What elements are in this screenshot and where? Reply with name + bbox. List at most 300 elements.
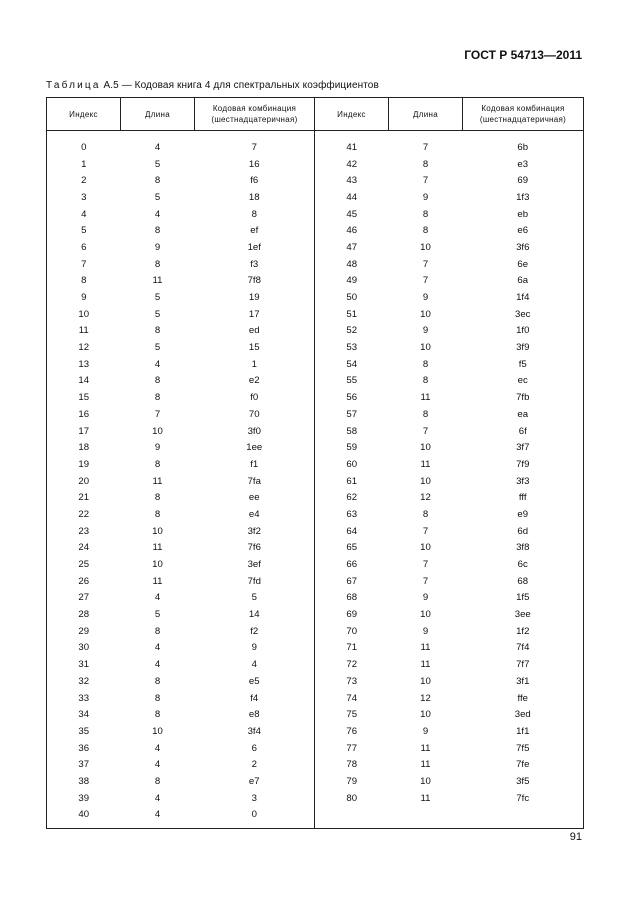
cell-index-right: 69 bbox=[315, 606, 389, 623]
cell-code-right: 3f5 bbox=[463, 773, 584, 790]
cell-code-left: 1ef bbox=[195, 239, 315, 256]
cell-length-left: 8 bbox=[154, 458, 161, 470]
cell-length-left: 7 bbox=[154, 408, 161, 420]
cell-code-right: 3f1 bbox=[463, 673, 584, 690]
cell-code-right: 7fc bbox=[463, 790, 584, 807]
cell-index-left: 10 bbox=[47, 306, 121, 323]
cell-length-left: 5 bbox=[154, 609, 161, 621]
cell-index-left: 9 bbox=[47, 289, 121, 306]
cell-index-right: 59 bbox=[315, 439, 389, 456]
cell-code-right: e6 bbox=[463, 222, 584, 239]
cell-length-right: 9 bbox=[422, 325, 429, 337]
cell-code-right: 3f7 bbox=[463, 439, 584, 456]
cell-length-left: 11 bbox=[152, 542, 163, 554]
cell-index-left: 4 bbox=[47, 206, 121, 223]
table-row bbox=[47, 222, 584, 239]
document-code: ГОСТ Р 54713—2011 bbox=[464, 48, 582, 62]
cell-length-left: 8 bbox=[154, 375, 161, 387]
cell-index-right: 54 bbox=[315, 356, 389, 373]
cell-length-right: 11 bbox=[420, 742, 431, 754]
cell-length-left: 8 bbox=[154, 392, 161, 404]
cell-index-left: 33 bbox=[47, 690, 121, 707]
cell-code-right: 3ed bbox=[463, 706, 584, 723]
table-row bbox=[47, 773, 584, 790]
cell-length-right: 8 bbox=[422, 508, 429, 520]
cell-code-right: 7f4 bbox=[463, 640, 584, 657]
cell-length-right: 9 bbox=[422, 592, 429, 604]
cell-length-left: 11 bbox=[152, 575, 163, 587]
table-spacer-bottom bbox=[47, 823, 584, 829]
header-code-left: Кодовая комбинация (шестнадцатеричная) bbox=[195, 98, 315, 131]
cell-index-left: 18 bbox=[47, 439, 121, 456]
cell-code-right: fff bbox=[463, 489, 584, 506]
cell-length-right: 9 bbox=[422, 725, 429, 737]
table-row bbox=[47, 156, 584, 173]
cell-length-right: 10 bbox=[420, 775, 431, 787]
cell-index-left: 7 bbox=[47, 256, 121, 273]
cell-length-right: 10 bbox=[420, 709, 431, 721]
cell-index-right: 58 bbox=[315, 423, 389, 440]
cell-index-left: 13 bbox=[47, 356, 121, 373]
cell-length-left: 4 bbox=[154, 208, 161, 220]
cell-length-right: 7 bbox=[422, 175, 429, 187]
cell-index-right: 41 bbox=[315, 139, 389, 156]
cell-length-right: 12 bbox=[420, 492, 431, 504]
cell-length-right: 8 bbox=[422, 358, 429, 370]
header-index-left: Индекс bbox=[47, 98, 121, 131]
cell-code-left: ee bbox=[195, 489, 315, 506]
table-row bbox=[47, 256, 584, 273]
cell-code-right: 69 bbox=[463, 172, 584, 189]
cell-code-right: f5 bbox=[463, 356, 584, 373]
cell-length-left: 4 bbox=[154, 809, 161, 821]
table-row bbox=[47, 356, 584, 373]
codebook-table bbox=[46, 97, 584, 829]
header-code-right: Кодовая комбинация (шестнадцатеричная) bbox=[463, 98, 584, 131]
cell-code-right: 3f8 bbox=[463, 540, 584, 557]
table-header-row bbox=[47, 98, 584, 131]
table-row bbox=[47, 790, 584, 807]
cell-length-left: 8 bbox=[154, 258, 161, 270]
cell-code-right: ffe bbox=[463, 690, 584, 707]
cell-code-left: 1ee bbox=[195, 439, 315, 456]
table-row bbox=[47, 289, 584, 306]
header-index-right: Индекс bbox=[315, 98, 389, 131]
cell-length-right: 7 bbox=[422, 525, 429, 537]
cell-code-left: 18 bbox=[195, 189, 315, 206]
cell-index-right: 73 bbox=[315, 673, 389, 690]
cell-code-left: 17 bbox=[195, 306, 315, 323]
header-length-right: Длина bbox=[389, 98, 463, 131]
cell-index-right: 55 bbox=[315, 373, 389, 390]
cell-code-right: 3f3 bbox=[463, 473, 584, 490]
cell-code-right: 6b bbox=[463, 139, 584, 156]
cell-index-left: 32 bbox=[47, 673, 121, 690]
cell-code-right: e9 bbox=[463, 506, 584, 523]
cell-code-left: 2 bbox=[195, 756, 315, 773]
cell-index-right: 65 bbox=[315, 540, 389, 557]
cell-code-left: 1 bbox=[195, 356, 315, 373]
table-row bbox=[47, 723, 584, 740]
cell-length-right: 11 bbox=[420, 792, 431, 804]
cell-index-left: 1 bbox=[47, 156, 121, 173]
cell-length-left: 4 bbox=[154, 358, 161, 370]
cell-code-right bbox=[463, 807, 584, 824]
cell-index-left: 39 bbox=[47, 790, 121, 807]
cell-index-left: 35 bbox=[47, 723, 121, 740]
cell-length-left: 4 bbox=[154, 642, 161, 654]
cell-code-left: f1 bbox=[195, 456, 315, 473]
cell-index-left: 31 bbox=[47, 656, 121, 673]
cell-code-left: 3f0 bbox=[195, 423, 315, 440]
cell-index-right: 45 bbox=[315, 206, 389, 223]
cell-index-left: 8 bbox=[47, 273, 121, 290]
cell-length-left: 9 bbox=[154, 442, 161, 454]
cell-index-left: 16 bbox=[47, 406, 121, 423]
cell-index-left: 24 bbox=[47, 540, 121, 557]
cell-length-right bbox=[389, 807, 463, 824]
cell-code-left: 15 bbox=[195, 339, 315, 356]
cell-code-right: 7fe bbox=[463, 756, 584, 773]
table-row bbox=[47, 573, 584, 590]
table-row bbox=[47, 706, 584, 723]
table-row bbox=[47, 273, 584, 290]
table-row bbox=[47, 323, 584, 340]
cell-length-right: 10 bbox=[420, 308, 431, 320]
cell-index-left: 6 bbox=[47, 239, 121, 256]
table-row bbox=[47, 373, 584, 390]
cell-index-right: 60 bbox=[315, 456, 389, 473]
cell-length-right: 11 bbox=[420, 392, 431, 404]
cell-length-left: 8 bbox=[154, 709, 161, 721]
cell-code-left: 8 bbox=[195, 206, 315, 223]
table-row bbox=[47, 606, 584, 623]
cell-index-right: 74 bbox=[315, 690, 389, 707]
cell-length-right: 10 bbox=[420, 675, 431, 687]
cell-index-left: 29 bbox=[47, 623, 121, 640]
cell-code-left: 14 bbox=[195, 606, 315, 623]
cell-index-left: 38 bbox=[47, 773, 121, 790]
cell-index-left: 5 bbox=[47, 222, 121, 239]
cell-length-left: 8 bbox=[154, 692, 161, 704]
cell-code-left: f6 bbox=[195, 172, 315, 189]
cell-length-left: 4 bbox=[154, 141, 161, 153]
cell-index-left: 21 bbox=[47, 489, 121, 506]
cell-code-right: 6d bbox=[463, 523, 584, 540]
cell-index-left: 25 bbox=[47, 556, 121, 573]
table-row bbox=[47, 406, 584, 423]
table-caption bbox=[46, 80, 379, 91]
cell-length-left: 8 bbox=[154, 492, 161, 504]
cell-index-left: 26 bbox=[47, 573, 121, 590]
cell-length-left: 5 bbox=[154, 342, 161, 354]
cell-length-right: 7 bbox=[422, 575, 429, 587]
cell-code-right: 6c bbox=[463, 556, 584, 573]
cell-code-right: eb bbox=[463, 206, 584, 223]
cell-code-right: 7f9 bbox=[463, 456, 584, 473]
cell-index-right: 42 bbox=[315, 156, 389, 173]
cell-length-right: 11 bbox=[420, 659, 431, 671]
table-row bbox=[47, 740, 584, 757]
cell-index-left: 40 bbox=[47, 807, 121, 824]
cell-length-right: 8 bbox=[422, 208, 429, 220]
cell-code-left: 7fa bbox=[195, 473, 315, 490]
cell-length-left: 4 bbox=[154, 742, 161, 754]
cell-index-right: 48 bbox=[315, 256, 389, 273]
cell-code-right: 6f bbox=[463, 423, 584, 440]
cell-code-right: e3 bbox=[463, 156, 584, 173]
cell-length-left: 8 bbox=[154, 175, 161, 187]
cell-code-left: e2 bbox=[195, 373, 315, 390]
table-row bbox=[47, 506, 584, 523]
cell-code-left: 7fd bbox=[195, 573, 315, 590]
cell-index-right: 46 bbox=[315, 222, 389, 239]
page-number: 91 bbox=[569, 831, 582, 843]
cell-index-right: 76 bbox=[315, 723, 389, 740]
cell-index-left: 34 bbox=[47, 706, 121, 723]
cell-length-left: 10 bbox=[152, 425, 163, 437]
cell-length-left: 8 bbox=[154, 508, 161, 520]
cell-length-left: 8 bbox=[154, 225, 161, 237]
cell-length-right: 7 bbox=[422, 258, 429, 270]
cell-index-left: 23 bbox=[47, 523, 121, 540]
cell-length-left: 4 bbox=[154, 759, 161, 771]
cell-length-right: 8 bbox=[422, 225, 429, 237]
cell-code-left: f2 bbox=[195, 623, 315, 640]
cell-code-left: 7 bbox=[195, 139, 315, 156]
cell-index-right: 62 bbox=[315, 489, 389, 506]
cell-code-right: 1f5 bbox=[463, 590, 584, 607]
table-row bbox=[47, 673, 584, 690]
cell-index-right: 79 bbox=[315, 773, 389, 790]
cell-length-right: 7 bbox=[422, 275, 429, 287]
cell-length-right: 10 bbox=[420, 609, 431, 621]
cell-length-right: 11 bbox=[420, 759, 431, 771]
cell-index-right: 44 bbox=[315, 189, 389, 206]
cell-length-left: 8 bbox=[154, 625, 161, 637]
cell-code-right: 1f1 bbox=[463, 723, 584, 740]
cell-length-left: 10 bbox=[152, 725, 163, 737]
cell-length-left: 11 bbox=[152, 475, 163, 487]
cell-index-right: 66 bbox=[315, 556, 389, 573]
cell-code-left: 16 bbox=[195, 156, 315, 173]
cell-code-right: 7f7 bbox=[463, 656, 584, 673]
cell-code-left: e8 bbox=[195, 706, 315, 723]
cell-code-left: 5 bbox=[195, 590, 315, 607]
cell-length-right: 9 bbox=[422, 191, 429, 203]
cell-length-left: 4 bbox=[154, 659, 161, 671]
cell-index-left: 37 bbox=[47, 756, 121, 773]
cell-length-right: 11 bbox=[420, 458, 431, 470]
cell-length-right: 10 bbox=[420, 475, 431, 487]
cell-length-left: 5 bbox=[154, 308, 161, 320]
table-row bbox=[47, 139, 584, 156]
table-row bbox=[47, 623, 584, 640]
table-row bbox=[47, 690, 584, 707]
cell-length-right: 8 bbox=[422, 408, 429, 420]
cell-length-right: 8 bbox=[422, 158, 429, 170]
header-length-left: Длина bbox=[121, 98, 195, 131]
cell-index-right: 67 bbox=[315, 573, 389, 590]
table-row bbox=[47, 389, 584, 406]
cell-length-right: 7 bbox=[422, 559, 429, 571]
cell-length-right: 11 bbox=[420, 642, 431, 654]
cell-index-left: 15 bbox=[47, 389, 121, 406]
table-row bbox=[47, 189, 584, 206]
cell-index-right: 43 bbox=[315, 172, 389, 189]
cell-length-right: 8 bbox=[422, 375, 429, 387]
table-row bbox=[47, 339, 584, 356]
cell-code-left: 3ef bbox=[195, 556, 315, 573]
table-row bbox=[47, 239, 584, 256]
cell-code-right: 3f6 bbox=[463, 239, 584, 256]
cell-code-right: 3f9 bbox=[463, 339, 584, 356]
cell-length-left: 4 bbox=[154, 592, 161, 604]
cell-index-right: 57 bbox=[315, 406, 389, 423]
cell-code-left: 3f4 bbox=[195, 723, 315, 740]
table-row bbox=[47, 540, 584, 557]
cell-index-left: 30 bbox=[47, 640, 121, 657]
cell-length-left: 5 bbox=[154, 158, 161, 170]
cell-length-right: 10 bbox=[420, 442, 431, 454]
cell-index-left: 28 bbox=[47, 606, 121, 623]
table-spacer-top bbox=[47, 131, 584, 140]
cell-code-right: 68 bbox=[463, 573, 584, 590]
cell-code-right: ec bbox=[463, 373, 584, 390]
cell-code-left: 9 bbox=[195, 640, 315, 657]
cell-code-left: ef bbox=[195, 222, 315, 239]
cell-code-right: ea bbox=[463, 406, 584, 423]
cell-length-right: 10 bbox=[420, 241, 431, 253]
cell-index-right: 50 bbox=[315, 289, 389, 306]
cell-code-right: 1f4 bbox=[463, 289, 584, 306]
cell-code-left: f3 bbox=[195, 256, 315, 273]
cell-index-right: 49 bbox=[315, 273, 389, 290]
cell-index-right: 51 bbox=[315, 306, 389, 323]
cell-index-left: 12 bbox=[47, 339, 121, 356]
table-row bbox=[47, 473, 584, 490]
cell-code-right: 1f0 bbox=[463, 323, 584, 340]
cell-code-right: 6a bbox=[463, 273, 584, 290]
cell-code-left: 0 bbox=[195, 807, 315, 824]
cell-code-left: e7 bbox=[195, 773, 315, 790]
table-row bbox=[47, 523, 584, 540]
table-row bbox=[47, 556, 584, 573]
cell-length-left: 8 bbox=[154, 775, 161, 787]
cell-index-right: 78 bbox=[315, 756, 389, 773]
table-row bbox=[47, 423, 584, 440]
cell-index-left: 17 bbox=[47, 423, 121, 440]
cell-length-left: 10 bbox=[152, 559, 163, 571]
cell-code-left: 70 bbox=[195, 406, 315, 423]
cell-code-right: 1f3 bbox=[463, 189, 584, 206]
cell-length-right: 9 bbox=[422, 625, 429, 637]
cell-code-right: 6e bbox=[463, 256, 584, 273]
table-row bbox=[47, 489, 584, 506]
cell-code-left: 7f6 bbox=[195, 540, 315, 557]
cell-index-left: 19 bbox=[47, 456, 121, 473]
cell-code-left: e5 bbox=[195, 673, 315, 690]
cell-length-left: 8 bbox=[154, 675, 161, 687]
cell-code-left: 6 bbox=[195, 740, 315, 757]
cell-code-left: 3f2 bbox=[195, 523, 315, 540]
cell-code-left: 7f8 bbox=[195, 273, 315, 290]
cell-index-left: 20 bbox=[47, 473, 121, 490]
cell-index-right: 70 bbox=[315, 623, 389, 640]
cell-index-left: 3 bbox=[47, 189, 121, 206]
cell-code-left: 4 bbox=[195, 656, 315, 673]
cell-index-right: 72 bbox=[315, 656, 389, 673]
cell-index-left: 27 bbox=[47, 590, 121, 607]
table-row bbox=[47, 456, 584, 473]
cell-code-left: f4 bbox=[195, 690, 315, 707]
cell-index-right: 75 bbox=[315, 706, 389, 723]
cell-length-left: 9 bbox=[154, 241, 161, 253]
table-caption-label: Таблица bbox=[46, 80, 101, 91]
cell-index-right: 68 bbox=[315, 590, 389, 607]
cell-index-right: 77 bbox=[315, 740, 389, 757]
cell-code-left: f0 bbox=[195, 389, 315, 406]
cell-code-left: ed bbox=[195, 323, 315, 340]
cell-index-right: 47 bbox=[315, 239, 389, 256]
table-row bbox=[47, 756, 584, 773]
cell-length-left: 4 bbox=[154, 792, 161, 804]
cell-index-right: 64 bbox=[315, 523, 389, 540]
table-row bbox=[47, 206, 584, 223]
table-row bbox=[47, 807, 584, 824]
cell-index-right bbox=[315, 807, 389, 824]
cell-code-right: 7fb bbox=[463, 389, 584, 406]
cell-code-right: 7f5 bbox=[463, 740, 584, 757]
cell-index-right: 53 bbox=[315, 339, 389, 356]
cell-index-right: 56 bbox=[315, 389, 389, 406]
cell-index-left: 2 bbox=[47, 172, 121, 189]
cell-length-right: 12 bbox=[420, 692, 431, 704]
table-row bbox=[47, 590, 584, 607]
cell-code-right: 3ee bbox=[463, 606, 584, 623]
cell-code-left: 19 bbox=[195, 289, 315, 306]
cell-length-right: 10 bbox=[420, 542, 431, 554]
table-row bbox=[47, 172, 584, 189]
cell-index-right: 61 bbox=[315, 473, 389, 490]
cell-length-right: 9 bbox=[422, 292, 429, 304]
cell-index-left: 36 bbox=[47, 740, 121, 757]
cell-length-right: 7 bbox=[422, 141, 429, 153]
cell-index-right: 71 bbox=[315, 640, 389, 657]
cell-length-left: 8 bbox=[154, 325, 161, 337]
table-row bbox=[47, 306, 584, 323]
cell-index-left: 14 bbox=[47, 373, 121, 390]
cell-code-right: 1f2 bbox=[463, 623, 584, 640]
cell-length-right: 10 bbox=[420, 342, 431, 354]
cell-length-left: 11 bbox=[152, 275, 163, 287]
cell-index-left: 0 bbox=[47, 139, 121, 156]
cell-code-left: e4 bbox=[195, 506, 315, 523]
cell-length-right: 7 bbox=[422, 425, 429, 437]
table-row bbox=[47, 656, 584, 673]
table-row bbox=[47, 439, 584, 456]
cell-index-right: 80 bbox=[315, 790, 389, 807]
cell-code-left: 3 bbox=[195, 790, 315, 807]
table-caption-text: А.5 — Кодовая книга 4 для спектральных коэффициентов bbox=[103, 80, 379, 91]
cell-index-left: 22 bbox=[47, 506, 121, 523]
cell-length-left: 5 bbox=[154, 191, 161, 203]
cell-length-left: 10 bbox=[152, 525, 163, 537]
cell-code-right: 3ec bbox=[463, 306, 584, 323]
table-body bbox=[47, 131, 584, 829]
cell-index-left: 11 bbox=[47, 323, 121, 340]
cell-index-right: 63 bbox=[315, 506, 389, 523]
